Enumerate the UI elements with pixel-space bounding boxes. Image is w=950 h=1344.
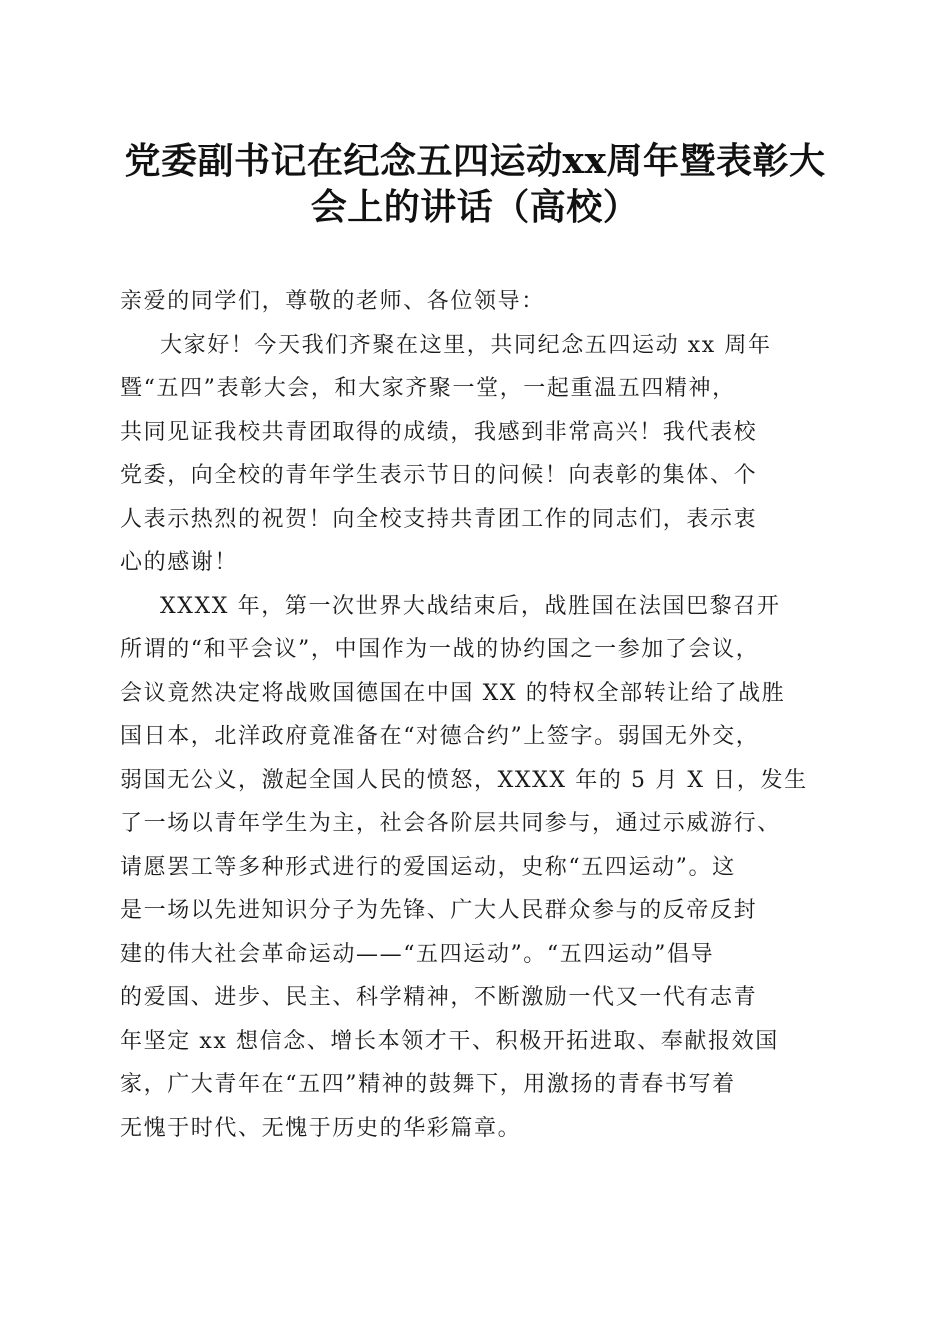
paragraph-line: 暨“五四”表彰大会，和大家齐聚一堂，一起重温五四精神，	[120, 376, 736, 401]
paragraph-1	[120, 324, 836, 585]
title-line-2: 会上的讲话（高校）	[310, 186, 640, 228]
paragraph-line: 党委，向全校的青年学生表示节日的问候！向表彰的集体、个	[120, 463, 758, 488]
document-body	[120, 280, 836, 1150]
document-title	[110, 138, 840, 230]
paragraph-line: XXXX 年，第一次世界大战结束后，战胜国在法国巴黎召开	[160, 593, 781, 619]
paragraph-2	[120, 585, 836, 1151]
paragraph-line: 年坚定 xx 想信念、增长本领才干、积极开拓进取、奉献报效国	[120, 1028, 779, 1054]
paragraph-line: 是一场以先进知识分子为先锋、广大人民群众参与的反帝反封	[120, 898, 758, 923]
paragraph-line: 无愧于时代、无愧于历史的华彩篇章。	[120, 1115, 522, 1141]
paragraph-line: 人表示热烈的祝贺！向全校支持共青团工作的同志们，表示衷	[120, 506, 758, 532]
paragraph-line: 请愿罢工等多种形式进行的爱国运动，史称“五四运动”。这	[120, 854, 736, 880]
paragraph-line: 家，广大青年在“五四”精神的鼓舞下，用激扬的青春书写着	[120, 1072, 736, 1097]
paragraph-line: 了一场以青年学生为主，社会各阶层共同参与，通过示威游行、	[120, 811, 781, 836]
paragraph-line: 大家好！今天我们齐聚在这里，共同纪念五四运动 xx 周年	[160, 332, 772, 358]
paragraph-line: 会议竟然决定将战败国德国在中国 XX 的特权全部转让给了战胜	[120, 680, 786, 706]
paragraph-line: 心的感谢！	[120, 550, 239, 575]
title-line-1: 党委副书记在纪念五四运动xx周年暨表彰大	[124, 140, 826, 182]
paragraph-line: 所谓的“和平会议”，中国作为一战的协约国之一参加了会议，	[120, 637, 760, 662]
paragraph-line: 弱国无公义，激起全国人民的愤怒，XXXX 年的 5 月 X 日，发生	[120, 767, 808, 793]
paragraph-line: 共同见证我校共青团取得的成绩，我感到非常高兴！我代表校	[120, 419, 758, 445]
paragraph-line: 的爱国、进步、民主、科学精神，不断激励一代又一代有志青	[120, 985, 758, 1010]
paragraph-line: 建的伟大社会革命运动——“五四运动”。“五四运动”倡导	[120, 941, 715, 967]
salutation: 亲爱的同学们，尊敬的老师、各位领导：	[120, 289, 545, 314]
paragraph-line: 国日本，北洋政府竟准备在“对德合约”上签字。弱国无外交，	[120, 724, 760, 749]
